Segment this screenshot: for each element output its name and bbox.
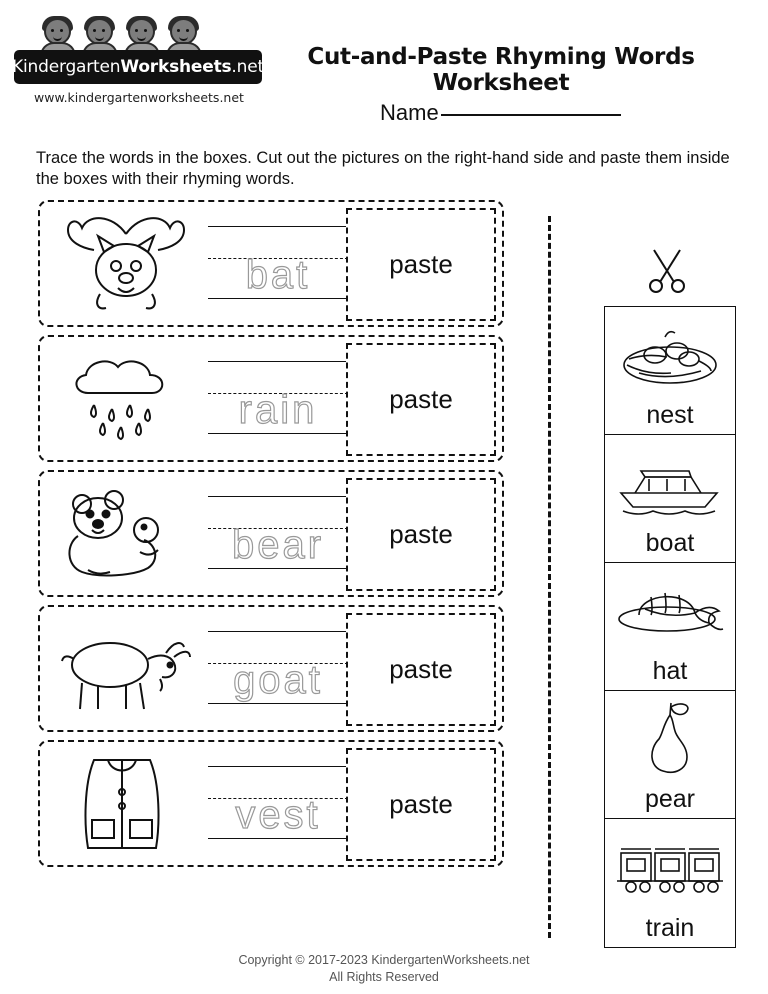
paste-box[interactable] [346, 478, 496, 591]
trace-area[interactable] [208, 210, 348, 318]
cutout-label: train [645, 914, 695, 942]
rain-cloud-icon [48, 343, 203, 455]
trace-word: bear [231, 523, 325, 567]
bat-icon [48, 208, 203, 320]
logo-text-bold: Worksheets [120, 57, 232, 77]
paste-box[interactable] [346, 748, 496, 861]
scissors-icon [632, 248, 702, 294]
bear-icon [48, 478, 203, 590]
trace-word: bat [245, 253, 311, 297]
hat-icon [605, 567, 735, 649]
rights-text: All Rights Reserved [329, 970, 439, 985]
pear-icon [605, 695, 735, 777]
cutout-cell[interactable] [605, 563, 735, 691]
trace-word: vest [235, 793, 321, 837]
copyright-text: Copyright © 2017-2023 KindergartenWorksheets.net [238, 953, 530, 968]
paste-label: paste [389, 789, 453, 819]
footer [0, 952, 768, 986]
vest-icon [48, 748, 203, 860]
trace-word: goat [233, 658, 323, 702]
goat-icon [48, 613, 203, 725]
logo-banner [14, 50, 262, 84]
paste-box[interactable] [346, 343, 496, 456]
instructions-text: Trace the words in the boxes. Cut out the pictures on the right-hand side and paste them inside the boxes with their rhyming words. [36, 149, 730, 189]
paste-label: paste [389, 519, 453, 549]
paste-label: paste [389, 384, 453, 414]
name-field [380, 100, 710, 126]
cutout-label: pear [644, 785, 696, 813]
worksheet-header [0, 0, 768, 140]
paste-label: paste [389, 249, 453, 279]
word-row [38, 200, 504, 327]
word-row [38, 740, 504, 867]
trace-area[interactable] [208, 615, 348, 723]
cutout-label: nest [646, 401, 694, 429]
cutout-cell[interactable] [605, 435, 735, 563]
word-rows-list [38, 200, 508, 875]
logo-text-light: Kindergarten [12, 57, 121, 77]
cutout-cell[interactable] [605, 691, 735, 819]
site-url: www.kindergartenworksheets.net [34, 90, 244, 105]
paste-label: paste [389, 654, 453, 684]
name-label: Name [380, 100, 439, 125]
cutout-cell[interactable] [605, 819, 735, 947]
logo-text-tld: .net [231, 57, 264, 77]
paste-box[interactable] [346, 208, 496, 321]
trace-area[interactable] [208, 750, 348, 858]
trace-word: rain [238, 388, 318, 432]
boat-icon [605, 439, 735, 521]
trace-area[interactable] [208, 345, 348, 453]
page-title: Cut-and-Paste Rhyming Words Worksheet [307, 44, 695, 96]
cutout-label: boat [645, 529, 695, 557]
trace-area[interactable] [208, 480, 348, 588]
cutout-strip [604, 306, 736, 948]
cut-divider-line [548, 216, 551, 938]
paste-box[interactable] [346, 613, 496, 726]
nest-icon [605, 311, 735, 393]
cutout-label: hat [652, 657, 688, 685]
train-icon [605, 823, 735, 905]
word-row [38, 605, 504, 732]
word-row [38, 470, 504, 597]
word-row [38, 335, 504, 462]
name-write-line[interactable] [441, 113, 621, 116]
cutout-cell[interactable] [605, 307, 735, 435]
